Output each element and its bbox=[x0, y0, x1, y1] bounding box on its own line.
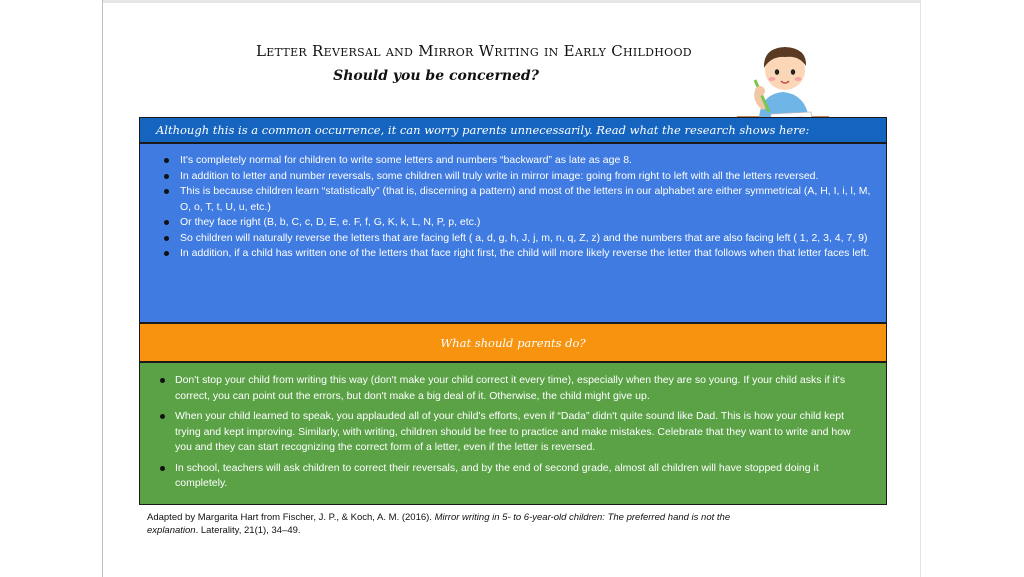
list-item: Don't stop your child from writing this way (don't make your child correct it every time), especially when they are so young. If your child asks if it's correct, you can point out the errors, but don't make a big deal of it. Otherwise, the child might give up. bbox=[175, 373, 866, 404]
page-top-edge bbox=[103, 0, 920, 3]
page-right-edge bbox=[920, 0, 921, 577]
page-left-edge bbox=[102, 0, 103, 577]
research-list bbox=[140, 144, 886, 262]
list-item: When your child learned to speak, you applauded all of your child's efforts, even if “Dada” didn't quite sound like Dad. This is how your child kept trying and kept improving. Similarly, with writing, children should be free to practice and make mistakes. Celebrate that they want to write and how you and they can start recognizing the correct form of a letter, even if the letter is reversed. bbox=[175, 409, 866, 456]
page-subtitle: Should you be concerned? bbox=[333, 68, 539, 84]
list-item: So children will naturally reverse the letters that are facing left ( a, d, g, h, J, j, m, n, q, Z, z) and the numbers that are also facing left ( 1, 2, 3, 4, 7, 9) bbox=[180, 231, 872, 247]
citation-lead: Adapted by Margarita Hart from Fischer, J. P., & Koch, A. M. (2016). bbox=[147, 512, 435, 523]
list-item: In school, teachers will ask children to correct their reversals, and by the end of second grade, almost all children will have stopped doing it completely. bbox=[175, 461, 866, 492]
citation bbox=[147, 511, 767, 537]
list-item: Or they face right (B, b, C, c, D, E, e. F, f, G, K, k, L, N, P, p, etc.) bbox=[180, 215, 872, 231]
parents-banner: What should parents do? bbox=[139, 323, 887, 362]
page-title: Letter Reversal and Mirror Writing in Early Childhood bbox=[256, 42, 692, 60]
tips-list bbox=[140, 363, 886, 492]
research-box bbox=[139, 143, 887, 323]
list-item: This is because children learn “statistically” (that is, discerning a pattern) and most of the letters in our alphabet are either symmetrical (A, H, I, i, l, M, O, o, T, t, U, u, etc.) bbox=[180, 184, 872, 215]
citation-tail: . Laterality, 21(1), 34–49. bbox=[195, 525, 301, 536]
tips-box bbox=[139, 362, 887, 505]
intro-banner: Although this is a common occurrence, it can worry parents unnecessarily. Read what the research shows here: bbox=[139, 117, 887, 143]
list-item: In addition to letter and number reversals, some children will truly write in mirror image: going from right to left with all the letters reversed. bbox=[180, 169, 872, 185]
citation-work-title: Mirror writing in 5- to 6-year-old children: The preferred hand is not the explanation bbox=[147, 512, 731, 536]
list-item: It's completely normal for children to write some letters and numbers “backward” as late as age 8. bbox=[180, 153, 872, 169]
list-item: In addition, if a child has written one of the letters that face right first, the child will more likely reverse the letter that follows when that letter faces left. bbox=[180, 246, 872, 262]
